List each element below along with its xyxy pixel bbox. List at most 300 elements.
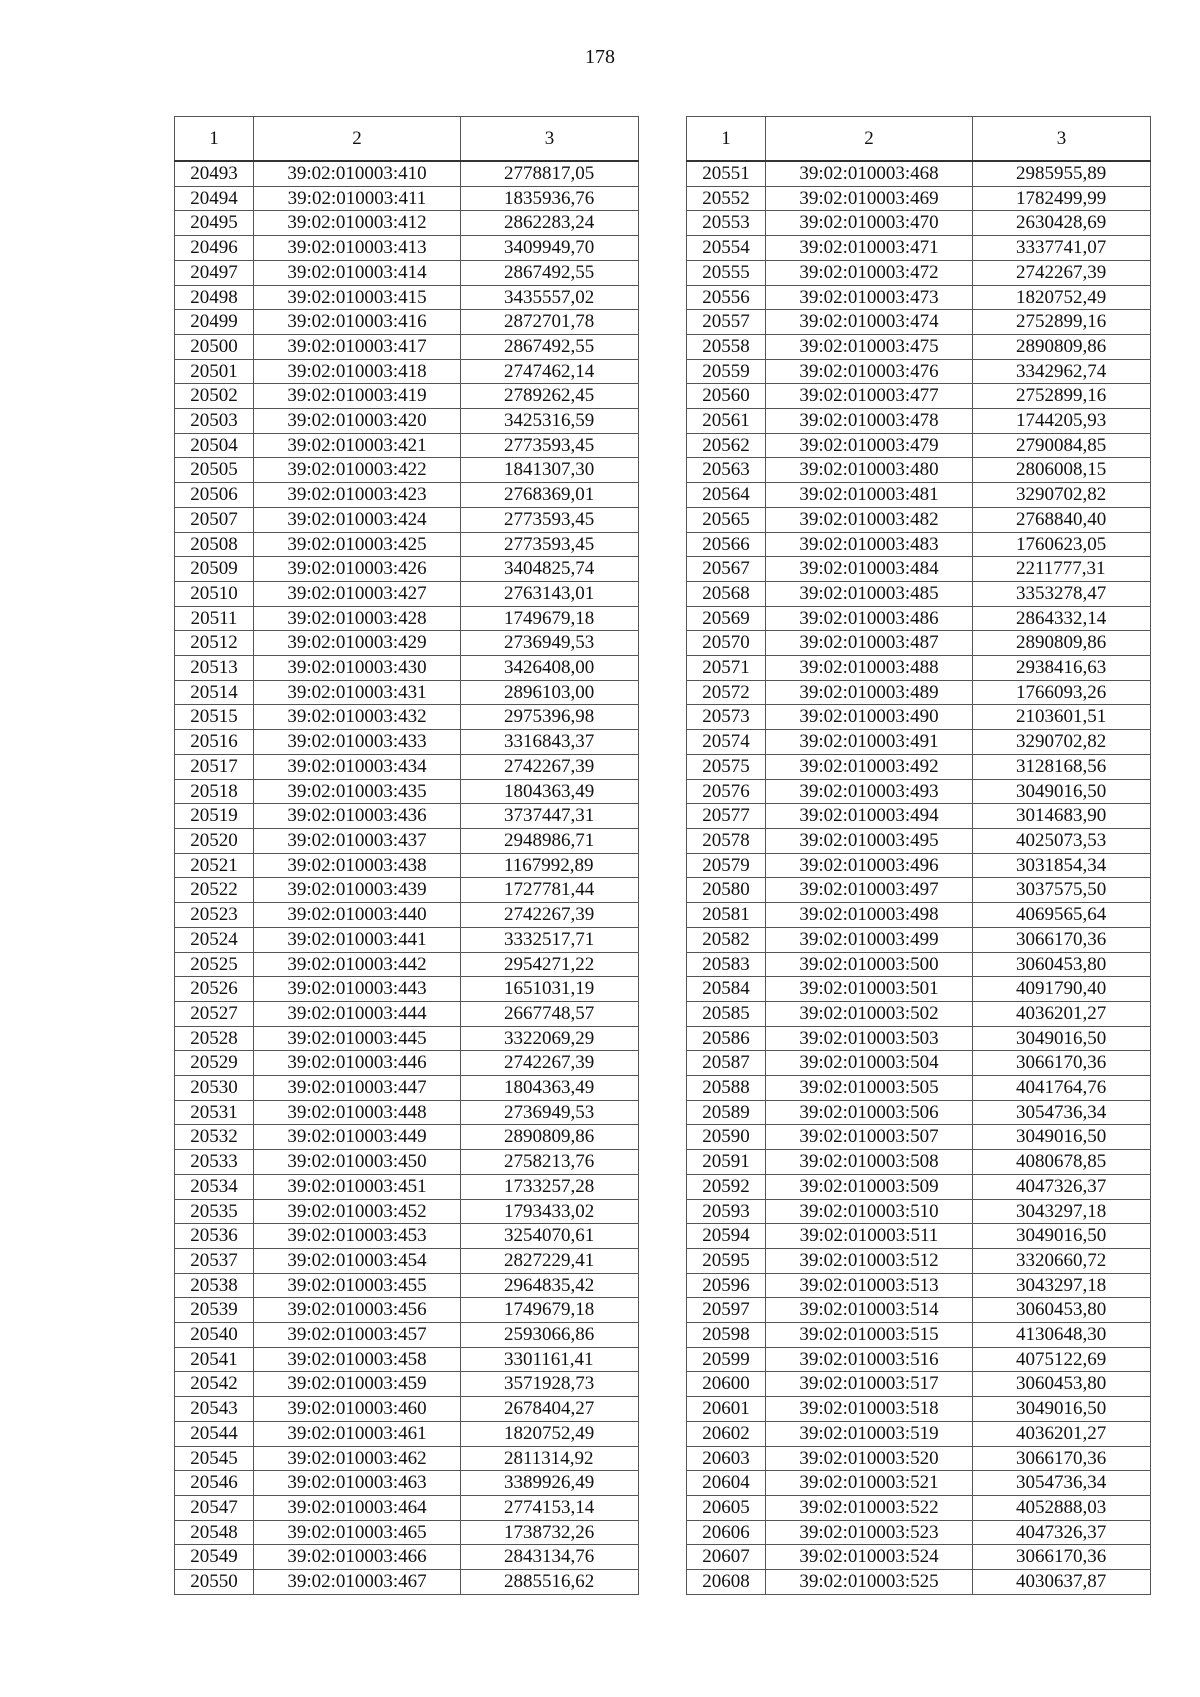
cadastral-number-cell: 39:02:010003:524 xyxy=(766,1545,973,1570)
row-number-cell: 20509 xyxy=(175,557,254,582)
cadastral-number-cell: 39:02:010003:434 xyxy=(254,754,461,779)
table-row xyxy=(175,680,639,705)
table-row xyxy=(175,433,639,458)
value-cell: 2948986,71 xyxy=(461,828,639,853)
cadastral-number-cell: 39:02:010003:481 xyxy=(766,483,973,508)
cadastral-number-cell: 39:02:010003:474 xyxy=(766,310,973,335)
cadastral-number-cell: 39:02:010003:484 xyxy=(766,557,973,582)
row-number-cell: 20595 xyxy=(687,1248,766,1273)
cadastral-number-cell: 39:02:010003:421 xyxy=(254,433,461,458)
value-cell: 2975396,98 xyxy=(461,705,639,730)
cadastral-number-cell: 39:02:010003:440 xyxy=(254,903,461,928)
row-number-cell: 20552 xyxy=(687,186,766,211)
row-number-cell: 20543 xyxy=(175,1397,254,1422)
table-row xyxy=(175,359,639,384)
row-number-cell: 20577 xyxy=(687,804,766,829)
cadastral-number-cell: 39:02:010003:413 xyxy=(254,236,461,261)
value-cell: 2774153,14 xyxy=(461,1495,639,1520)
table-row xyxy=(175,779,639,804)
cadastral-number-cell: 39:02:010003:523 xyxy=(766,1520,973,1545)
cadastral-number-cell: 39:02:010003:478 xyxy=(766,409,973,434)
cadastral-number-cell: 39:02:010003:490 xyxy=(766,705,973,730)
cadastral-number-cell: 39:02:010003:445 xyxy=(254,1026,461,1051)
value-cell: 2747462,14 xyxy=(461,359,639,384)
row-number-cell: 20599 xyxy=(687,1347,766,1372)
row-number-cell: 20545 xyxy=(175,1446,254,1471)
column-header-1: 1 xyxy=(175,117,254,162)
table-row xyxy=(687,1545,1151,1570)
cadastral-number-cell: 39:02:010003:439 xyxy=(254,878,461,903)
cadastral-number-cell: 39:02:010003:417 xyxy=(254,334,461,359)
table-row xyxy=(175,1001,639,1026)
table-row xyxy=(175,606,639,631)
row-number-cell: 20559 xyxy=(687,359,766,384)
row-number-cell: 20530 xyxy=(175,1076,254,1101)
value-cell: 2630428,69 xyxy=(973,211,1151,236)
cadastral-number-cell: 39:02:010003:429 xyxy=(254,631,461,656)
row-number-cell: 20521 xyxy=(175,853,254,878)
right-table-header xyxy=(687,117,1151,162)
value-cell: 2843134,76 xyxy=(461,1545,639,1570)
row-number-cell: 20518 xyxy=(175,779,254,804)
cadastral-number-cell: 39:02:010003:470 xyxy=(766,211,973,236)
table-row xyxy=(175,310,639,335)
cadastral-number-cell: 39:02:010003:462 xyxy=(254,1446,461,1471)
value-cell: 1766093,26 xyxy=(973,680,1151,705)
table-row xyxy=(687,532,1151,557)
cadastral-number-cell: 39:02:010003:468 xyxy=(766,161,973,186)
cadastral-number-cell: 39:02:010003:430 xyxy=(254,656,461,681)
cadastral-number-cell: 39:02:010003:447 xyxy=(254,1076,461,1101)
table-row xyxy=(687,1347,1151,1372)
value-cell: 3043297,18 xyxy=(973,1273,1151,1298)
row-number-cell: 20600 xyxy=(687,1372,766,1397)
row-number-cell: 20592 xyxy=(687,1174,766,1199)
row-number-cell: 20581 xyxy=(687,903,766,928)
value-cell: 2678404,27 xyxy=(461,1397,639,1422)
row-number-cell: 20494 xyxy=(175,186,254,211)
row-number-cell: 20566 xyxy=(687,532,766,557)
left-table-header xyxy=(175,117,639,162)
row-number-cell: 20519 xyxy=(175,804,254,829)
table-row xyxy=(687,557,1151,582)
table-row xyxy=(175,1026,639,1051)
value-cell: 1804363,49 xyxy=(461,779,639,804)
row-number-cell: 20587 xyxy=(687,1051,766,1076)
cadastral-number-cell: 39:02:010003:480 xyxy=(766,458,973,483)
value-cell: 1782499,99 xyxy=(973,186,1151,211)
row-number-cell: 20591 xyxy=(687,1150,766,1175)
table-row xyxy=(175,260,639,285)
value-cell: 3037575,50 xyxy=(973,878,1151,903)
value-cell: 3054736,34 xyxy=(973,1471,1151,1496)
value-cell: 2867492,55 xyxy=(461,334,639,359)
value-cell: 3128168,56 xyxy=(973,754,1151,779)
table-row xyxy=(175,532,639,557)
cadastral-number-cell: 39:02:010003:500 xyxy=(766,952,973,977)
table-row xyxy=(175,334,639,359)
row-number-cell: 20594 xyxy=(687,1224,766,1249)
table-row xyxy=(175,656,639,681)
cadastral-number-cell: 39:02:010003:512 xyxy=(766,1248,973,1273)
value-cell: 3066170,36 xyxy=(973,1051,1151,1076)
table-row xyxy=(175,1224,639,1249)
value-cell: 4069565,64 xyxy=(973,903,1151,928)
value-cell: 4080678,85 xyxy=(973,1150,1151,1175)
row-number-cell: 20525 xyxy=(175,952,254,977)
cadastral-number-cell: 39:02:010003:511 xyxy=(766,1224,973,1249)
cadastral-number-cell: 39:02:010003:487 xyxy=(766,631,973,656)
table-row xyxy=(175,186,639,211)
value-cell: 3054736,34 xyxy=(973,1100,1151,1125)
row-number-cell: 20549 xyxy=(175,1545,254,1570)
value-cell: 3737447,31 xyxy=(461,804,639,829)
table-row xyxy=(175,483,639,508)
table-row xyxy=(687,705,1151,730)
row-number-cell: 20602 xyxy=(687,1421,766,1446)
value-cell: 3049016,50 xyxy=(973,1125,1151,1150)
row-number-cell: 20561 xyxy=(687,409,766,434)
table-row xyxy=(687,334,1151,359)
table-row xyxy=(175,705,639,730)
table-row xyxy=(175,1076,639,1101)
cadastral-number-cell: 39:02:010003:473 xyxy=(766,285,973,310)
cadastral-number-cell: 39:02:010003:428 xyxy=(254,606,461,631)
value-cell: 3320660,72 xyxy=(973,1248,1151,1273)
cadastral-number-cell: 39:02:010003:515 xyxy=(766,1323,973,1348)
value-cell: 4075122,69 xyxy=(973,1347,1151,1372)
cadastral-number-cell: 39:02:010003:522 xyxy=(766,1495,973,1520)
cadastral-number-cell: 39:02:010003:467 xyxy=(254,1570,461,1595)
row-number-cell: 20520 xyxy=(175,828,254,853)
value-cell: 2890809,86 xyxy=(973,334,1151,359)
row-number-cell: 20603 xyxy=(687,1446,766,1471)
table-row xyxy=(687,285,1151,310)
cadastral-number-cell: 39:02:010003:433 xyxy=(254,730,461,755)
table-row xyxy=(687,260,1151,285)
table-row xyxy=(687,161,1151,186)
row-number-cell: 20516 xyxy=(175,730,254,755)
table-row xyxy=(687,1001,1151,1026)
value-cell: 3425316,59 xyxy=(461,409,639,434)
cadastral-number-cell: 39:02:010003:471 xyxy=(766,236,973,261)
row-number-cell: 20512 xyxy=(175,631,254,656)
value-cell: 2789262,45 xyxy=(461,384,639,409)
row-number-cell: 20568 xyxy=(687,581,766,606)
cadastral-number-cell: 39:02:010003:499 xyxy=(766,927,973,952)
value-cell: 3571928,73 xyxy=(461,1372,639,1397)
value-cell: 3342962,74 xyxy=(973,359,1151,384)
value-cell: 3353278,47 xyxy=(973,581,1151,606)
cadastral-number-cell: 39:02:010003:415 xyxy=(254,285,461,310)
value-cell: 1760623,05 xyxy=(973,532,1151,557)
cadastral-number-cell: 39:02:010003:451 xyxy=(254,1174,461,1199)
table-row xyxy=(687,1199,1151,1224)
cadastral-number-cell: 39:02:010003:463 xyxy=(254,1471,461,1496)
row-number-cell: 20503 xyxy=(175,409,254,434)
table-row xyxy=(687,631,1151,656)
cadastral-number-cell: 39:02:010003:453 xyxy=(254,1224,461,1249)
row-number-cell: 20495 xyxy=(175,211,254,236)
row-number-cell: 20538 xyxy=(175,1273,254,1298)
table-row xyxy=(687,1520,1151,1545)
row-number-cell: 20593 xyxy=(687,1199,766,1224)
table-row xyxy=(687,680,1151,705)
table-row xyxy=(175,1273,639,1298)
row-number-cell: 20504 xyxy=(175,433,254,458)
row-number-cell: 20598 xyxy=(687,1323,766,1348)
row-number-cell: 20498 xyxy=(175,285,254,310)
value-cell: 1841307,30 xyxy=(461,458,639,483)
row-number-cell: 20579 xyxy=(687,853,766,878)
table-row xyxy=(175,285,639,310)
row-number-cell: 20510 xyxy=(175,581,254,606)
cadastral-number-cell: 39:02:010003:475 xyxy=(766,334,973,359)
table-row xyxy=(687,1323,1151,1348)
row-number-cell: 20496 xyxy=(175,236,254,261)
table-row xyxy=(687,754,1151,779)
cadastral-number-cell: 39:02:010003:441 xyxy=(254,927,461,952)
value-cell: 3435557,02 xyxy=(461,285,639,310)
table-row xyxy=(687,1100,1151,1125)
table-row xyxy=(687,1471,1151,1496)
table-row xyxy=(175,952,639,977)
row-number-cell: 20550 xyxy=(175,1570,254,1595)
table-row xyxy=(687,483,1151,508)
row-number-cell: 20507 xyxy=(175,507,254,532)
cadastral-number-cell: 39:02:010003:419 xyxy=(254,384,461,409)
cadastral-number-cell: 39:02:010003:492 xyxy=(766,754,973,779)
value-cell: 3389926,49 xyxy=(461,1471,639,1496)
cadastral-number-cell: 39:02:010003:450 xyxy=(254,1150,461,1175)
row-number-cell: 20597 xyxy=(687,1298,766,1323)
row-number-cell: 20606 xyxy=(687,1520,766,1545)
value-cell: 3060453,80 xyxy=(973,1298,1151,1323)
value-cell: 2864332,14 xyxy=(973,606,1151,631)
row-number-cell: 20513 xyxy=(175,656,254,681)
table-row xyxy=(175,1248,639,1273)
row-number-cell: 20573 xyxy=(687,705,766,730)
row-number-cell: 20601 xyxy=(687,1397,766,1422)
row-number-cell: 20523 xyxy=(175,903,254,928)
value-cell: 2896103,00 xyxy=(461,680,639,705)
value-cell: 2811314,92 xyxy=(461,1446,639,1471)
row-number-cell: 20560 xyxy=(687,384,766,409)
table-row xyxy=(175,1100,639,1125)
table-row xyxy=(175,211,639,236)
value-cell: 2752899,16 xyxy=(973,384,1151,409)
row-number-cell: 20502 xyxy=(175,384,254,409)
cadastral-number-cell: 39:02:010003:501 xyxy=(766,977,973,1002)
row-number-cell: 20576 xyxy=(687,779,766,804)
cadastral-number-cell: 39:02:010003:525 xyxy=(766,1570,973,1595)
value-cell: 1804363,49 xyxy=(461,1076,639,1101)
cadastral-number-cell: 39:02:010003:422 xyxy=(254,458,461,483)
table-row xyxy=(175,1397,639,1422)
value-cell: 4052888,03 xyxy=(973,1495,1151,1520)
value-cell: 2742267,39 xyxy=(461,903,639,928)
cadastral-number-cell: 39:02:010003:477 xyxy=(766,384,973,409)
row-number-cell: 20508 xyxy=(175,532,254,557)
cadastral-number-cell: 39:02:010003:513 xyxy=(766,1273,973,1298)
table-row xyxy=(687,409,1151,434)
cadastral-number-cell: 39:02:010003:460 xyxy=(254,1397,461,1422)
column-header-1: 1 xyxy=(687,117,766,162)
table-row xyxy=(175,754,639,779)
row-number-cell: 20605 xyxy=(687,1495,766,1520)
value-cell: 1167992,89 xyxy=(461,853,639,878)
row-number-cell: 20533 xyxy=(175,1150,254,1175)
row-number-cell: 20527 xyxy=(175,1001,254,1026)
row-number-cell: 20506 xyxy=(175,483,254,508)
cadastral-number-cell: 39:02:010003:483 xyxy=(766,532,973,557)
table-row xyxy=(687,606,1151,631)
value-cell: 2768840,40 xyxy=(973,507,1151,532)
cadastral-number-cell: 39:02:010003:510 xyxy=(766,1199,973,1224)
table-row xyxy=(687,1174,1151,1199)
row-number-cell: 20608 xyxy=(687,1570,766,1595)
table-row xyxy=(687,384,1151,409)
cadastral-number-cell: 39:02:010003:497 xyxy=(766,878,973,903)
cadastral-number-cell: 39:02:010003:479 xyxy=(766,433,973,458)
value-cell: 2667748,57 xyxy=(461,1001,639,1026)
value-cell: 3049016,50 xyxy=(973,1026,1151,1051)
row-number-cell: 20493 xyxy=(175,161,254,186)
row-number-cell: 20553 xyxy=(687,211,766,236)
cadastral-number-cell: 39:02:010003:486 xyxy=(766,606,973,631)
right-table xyxy=(686,116,1151,1595)
cadastral-number-cell: 39:02:010003:442 xyxy=(254,952,461,977)
table-row xyxy=(175,977,639,1002)
table-row xyxy=(687,1298,1151,1323)
row-number-cell: 20589 xyxy=(687,1100,766,1125)
cadastral-number-cell: 39:02:010003:416 xyxy=(254,310,461,335)
row-number-cell: 20526 xyxy=(175,977,254,1002)
row-number-cell: 20578 xyxy=(687,828,766,853)
row-number-cell: 20515 xyxy=(175,705,254,730)
table-row xyxy=(175,1545,639,1570)
row-number-cell: 20590 xyxy=(687,1125,766,1150)
table-row xyxy=(175,1471,639,1496)
value-cell: 3316843,37 xyxy=(461,730,639,755)
table-row xyxy=(687,952,1151,977)
value-cell: 2736949,53 xyxy=(461,1100,639,1125)
cadastral-number-cell: 39:02:010003:485 xyxy=(766,581,973,606)
table-row xyxy=(687,1446,1151,1471)
value-cell: 1835936,76 xyxy=(461,186,639,211)
value-cell: 1820752,49 xyxy=(461,1421,639,1446)
value-cell: 1651031,19 xyxy=(461,977,639,1002)
cadastral-number-cell: 39:02:010003:465 xyxy=(254,1520,461,1545)
value-cell: 3254070,61 xyxy=(461,1224,639,1249)
table-row xyxy=(687,1026,1151,1051)
cadastral-number-cell: 39:02:010003:514 xyxy=(766,1298,973,1323)
value-cell: 2890809,86 xyxy=(461,1125,639,1150)
page-number: 178 xyxy=(585,46,615,68)
row-number-cell: 20517 xyxy=(175,754,254,779)
row-number-cell: 20596 xyxy=(687,1273,766,1298)
value-cell: 3014683,90 xyxy=(973,804,1151,829)
cadastral-number-cell: 39:02:010003:507 xyxy=(766,1125,973,1150)
cadastral-number-cell: 39:02:010003:458 xyxy=(254,1347,461,1372)
value-cell: 3060453,80 xyxy=(973,1372,1151,1397)
value-cell: 1744205,93 xyxy=(973,409,1151,434)
value-cell: 1749679,18 xyxy=(461,1298,639,1323)
value-cell: 1727781,44 xyxy=(461,878,639,903)
table-row xyxy=(175,903,639,928)
cadastral-number-cell: 39:02:010003:455 xyxy=(254,1273,461,1298)
value-cell: 2758213,76 xyxy=(461,1150,639,1175)
table-row xyxy=(175,804,639,829)
row-number-cell: 20548 xyxy=(175,1520,254,1545)
value-cell: 2773593,45 xyxy=(461,433,639,458)
cadastral-number-cell: 39:02:010003:496 xyxy=(766,853,973,878)
row-number-cell: 20565 xyxy=(687,507,766,532)
table-row xyxy=(175,507,639,532)
table-row xyxy=(175,581,639,606)
value-cell: 2742267,39 xyxy=(461,754,639,779)
cadastral-number-cell: 39:02:010003:435 xyxy=(254,779,461,804)
table-row xyxy=(687,1570,1151,1595)
row-number-cell: 20575 xyxy=(687,754,766,779)
row-number-cell: 20499 xyxy=(175,310,254,335)
value-cell: 2806008,15 xyxy=(973,458,1151,483)
table-row xyxy=(687,1495,1151,1520)
table-row xyxy=(175,1347,639,1372)
row-number-cell: 20511 xyxy=(175,606,254,631)
row-number-cell: 20570 xyxy=(687,631,766,656)
value-cell: 3409949,70 xyxy=(461,236,639,261)
table-row xyxy=(175,236,639,261)
table-row xyxy=(175,557,639,582)
value-cell: 2938416,63 xyxy=(973,656,1151,681)
value-cell: 2773593,45 xyxy=(461,507,639,532)
cadastral-number-cell: 39:02:010003:427 xyxy=(254,581,461,606)
row-number-cell: 20541 xyxy=(175,1347,254,1372)
row-number-cell: 20588 xyxy=(687,1076,766,1101)
cadastral-number-cell: 39:02:010003:466 xyxy=(254,1545,461,1570)
table-row xyxy=(175,878,639,903)
row-number-cell: 20535 xyxy=(175,1199,254,1224)
row-number-cell: 20604 xyxy=(687,1471,766,1496)
value-cell: 4130648,30 xyxy=(973,1323,1151,1348)
row-number-cell: 20539 xyxy=(175,1298,254,1323)
value-cell: 4036201,27 xyxy=(973,1421,1151,1446)
cadastral-number-cell: 39:02:010003:452 xyxy=(254,1199,461,1224)
value-cell: 2752899,16 xyxy=(973,310,1151,335)
table-row xyxy=(175,730,639,755)
row-number-cell: 20572 xyxy=(687,680,766,705)
value-cell: 2885516,62 xyxy=(461,1570,639,1595)
value-cell: 3301161,41 xyxy=(461,1347,639,1372)
table-row xyxy=(687,656,1151,681)
cadastral-number-cell: 39:02:010003:493 xyxy=(766,779,973,804)
row-number-cell: 20583 xyxy=(687,952,766,977)
right-table-body xyxy=(687,161,1151,1594)
table-row xyxy=(687,1076,1151,1101)
value-cell: 2736949,53 xyxy=(461,631,639,656)
cadastral-number-cell: 39:02:010003:456 xyxy=(254,1298,461,1323)
cadastral-number-cell: 39:02:010003:457 xyxy=(254,1323,461,1348)
value-cell: 3066170,36 xyxy=(973,1545,1151,1570)
cadastral-number-cell: 39:02:010003:425 xyxy=(254,532,461,557)
cadastral-number-cell: 39:02:010003:502 xyxy=(766,1001,973,1026)
row-number-cell: 20546 xyxy=(175,1471,254,1496)
table-row xyxy=(175,1174,639,1199)
row-number-cell: 20522 xyxy=(175,878,254,903)
cadastral-number-cell: 39:02:010003:443 xyxy=(254,977,461,1002)
table-row xyxy=(687,903,1151,928)
